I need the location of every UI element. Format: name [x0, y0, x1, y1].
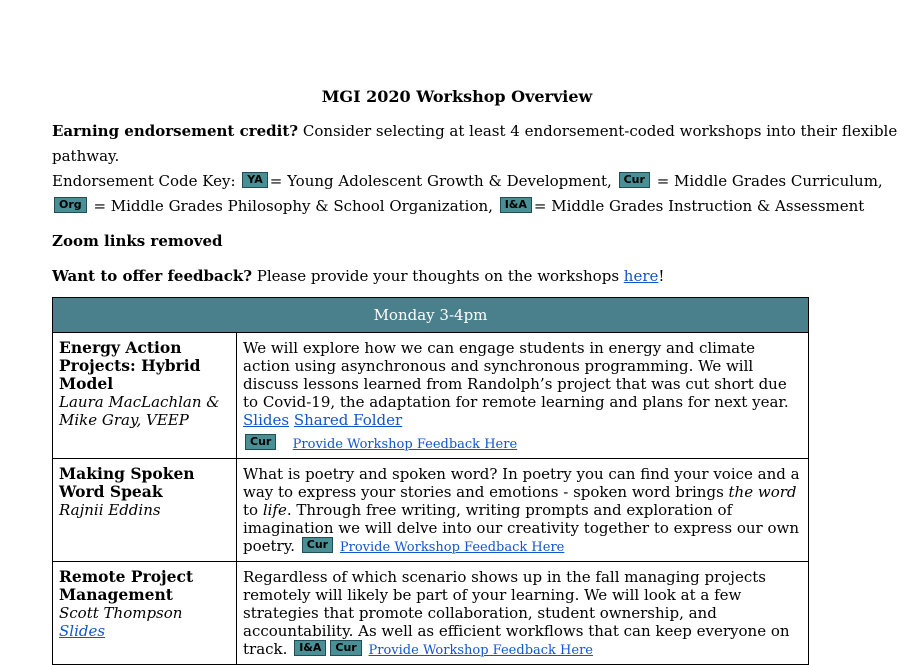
slides-link[interactable]: Slides	[59, 622, 106, 640]
table-row	[53, 333, 809, 459]
slides-link[interactable]: Slides	[243, 411, 290, 429]
workshop-info	[53, 459, 237, 562]
workshop-title: Energy Action Projects: Hybrid Model	[59, 338, 201, 393]
badge-ia: I&A	[294, 640, 326, 656]
emphasis-word: the word	[728, 483, 797, 501]
feedback-here-link[interactable]: here	[623, 267, 659, 285]
feedback-text: Please provide your thoughts on the workshops	[252, 267, 624, 285]
table-header: Monday 3-4pm	[53, 298, 809, 333]
badge-ia-desc: = Middle Grades Instruction & Assessment	[533, 197, 865, 215]
badge-cur-desc: = Middle Grades Curriculum,	[656, 172, 883, 190]
emphasis-life: life	[262, 501, 287, 519]
workshop-presenter: Scott Thompson	[59, 604, 183, 622]
shared-folder-link[interactable]: Shared Folder	[293, 411, 403, 429]
description-part: to	[243, 501, 263, 519]
zoom-note: Zoom links removed	[52, 232, 223, 250]
key-label: Endorsement Code Key:	[52, 172, 236, 190]
table-row	[53, 562, 809, 665]
feedback-paragraph	[52, 264, 902, 289]
workshop-table	[52, 297, 809, 665]
badge-org: Org	[54, 197, 87, 213]
workshop-description: We will explore how we can engage students in energy and climate action using asynchronous and synchronous programming. We will discuss lessons learned from Randolph’s project that was cut short due to Covid-19, the adaptation for remote learning and plans for next year.	[243, 339, 789, 411]
workshop-description-cell	[237, 333, 809, 459]
badge-cur: Cur	[245, 434, 276, 450]
badge-row	[243, 434, 802, 454]
feedback-end: !	[658, 267, 665, 285]
feedback-lead: Want to offer feedback?	[52, 267, 253, 285]
workshop-info	[53, 562, 237, 665]
document-page	[52, 84, 902, 665]
endorsement-key	[52, 169, 902, 219]
badge-org-desc: = Middle Grades Philosophy & School Organization,	[93, 197, 493, 215]
table-row	[53, 459, 809, 562]
badge-cur: Cur	[330, 640, 361, 656]
endorsement-lead: Earning endorsement credit?	[52, 122, 299, 140]
workshop-description: Regardless of which scenario shows up in the fall managing projects remotely will likely be part of your learning. We will look at a few strategies that promote collaboration, student ownership, and accountability. As well as efficient workflows that can keep everyone on track.	[243, 568, 790, 658]
description-part: . Through free writing, writing prompts and exploration of imagination we will delve into our creativity together to express our own poetry.	[243, 501, 799, 555]
page-title: MGI 2020 Workshop Overview	[321, 87, 593, 106]
badge-cur: Cur	[619, 172, 650, 188]
workshop-description-cell	[237, 562, 809, 665]
endorsement-paragraph	[52, 119, 902, 169]
badge-ya: YA	[242, 172, 267, 188]
workshop-presenter: Rajnii Eddins	[59, 501, 161, 519]
workshop-feedback-link[interactable]: Provide Workshop Feedback Here	[368, 643, 593, 658]
workshop-feedback-link[interactable]: Provide Workshop Feedback Here	[292, 437, 518, 452]
workshop-title: Making Spoken Word Speak	[59, 464, 195, 501]
workshop-feedback-link[interactable]: Provide Workshop Feedback Here	[339, 540, 565, 555]
badge-ia: I&A	[500, 197, 532, 213]
badge-ya-desc: = Young Adolescent Growth & Development,	[269, 172, 612, 190]
workshop-description: What is poetry and spoken word? In poetry you can find your voice and a way to express your stories and emotions - spoken word brings	[243, 465, 800, 501]
workshop-title: Remote Project Management	[59, 567, 194, 604]
endorsement-text: Consider selecting at least 4 endorsement-coded workshops into their flexible pathway.	[52, 122, 898, 165]
workshop-info	[53, 333, 237, 459]
workshop-description-cell	[237, 459, 809, 562]
badge-cur: Cur	[302, 537, 333, 553]
workshop-presenter: Laura MacLachlan & Mike Gray, VEEP	[59, 393, 220, 429]
